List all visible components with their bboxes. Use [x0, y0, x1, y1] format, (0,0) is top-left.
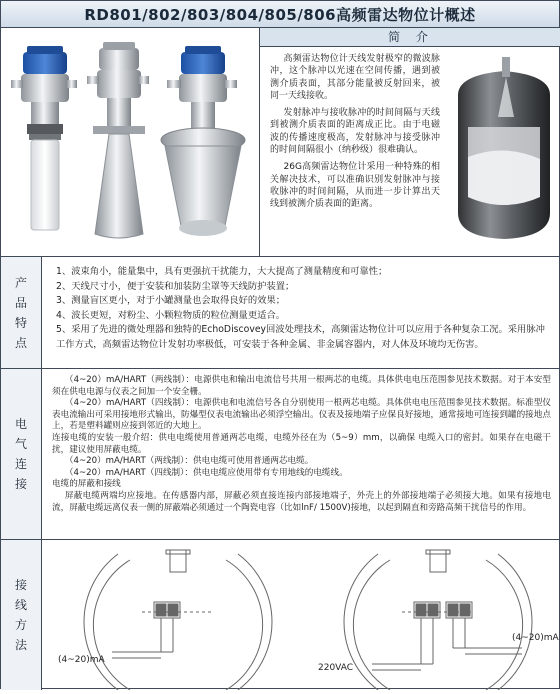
label-char: 接 [14, 578, 27, 592]
product-photos [1, 28, 260, 256]
intro-text [260, 47, 446, 260]
electrical-text [42, 369, 559, 539]
feature-item: 1、波束角小，能量集中，具有更强抗干扰能力，大大提高了测量精度和可靠性； [56, 266, 388, 277]
tank-cutaway-illustration [446, 47, 560, 260]
label-char: 方 [14, 618, 27, 632]
intro-heading: 简 介 [260, 28, 560, 47]
two-wire-diagram [84, 550, 272, 690]
label-char: 点 [14, 335, 27, 350]
electrical-line: 连接电缆的安装一般介绍：供电电缆使用普通两芯电缆，电缆外径在为（5~9）mm，以确保 电缆入口的密封。如果存在电磁干扰，建议使用屏蔽电缆。 [52, 432, 551, 455]
wiring-section [1, 540, 559, 690]
label-char: 电 [14, 417, 27, 431]
label-char: 线 [14, 598, 27, 612]
meter-flange-antenna [161, 46, 245, 236]
feature-item: 2、天线尺寸小，便于安装和加装防尘罩等天线防护装置； [56, 280, 295, 292]
intro-section [1, 28, 559, 257]
intro-paragraph: 发射脉冲与接收脉冲的时间间隔与天线到被测介质表面的距离成正比。由于电磁波的传播速度极高，发射脉冲与接受脉冲的时间间隔很小（纳秒级）很难确认。 [270, 108, 440, 156]
page-title: RD801/802/803/804/805/806高频雷达物位计概述 [1, 1, 559, 28]
right-power-label: 220VAC [318, 663, 354, 673]
label-char: 特 [14, 315, 27, 330]
feature-item: 4、波长更短，对粉尘、小颗粒物质的粒位测量更适合。 [56, 309, 286, 321]
label-char: 连 [14, 457, 27, 471]
label-char: 气 [14, 437, 27, 451]
label-char: 法 [14, 638, 27, 652]
label-char: 产 [14, 275, 27, 290]
electrical-section [1, 369, 559, 540]
electrical-label [1, 369, 42, 539]
electrical-line: 屏蔽电缆两端均应接地。在传感器内部，屏蔽必须直接连接内部接地端子，外壳上的外部接地端子必须接大地。如果有接地电流，屏蔽电缆远离仪表一侧的屏蔽端必须通过一个陶瓷电容（比如lnF/ 1500V)接地，以起到隔直和旁路高频干扰信号的作用。 [52, 490, 551, 513]
features-label [1, 257, 42, 368]
feature-item: 3、测量盲区更小，对于小罐测量也会取得良好的效果； [56, 295, 286, 306]
wiring-diagram-svg [42, 540, 559, 690]
meter-rod-antenna [11, 46, 77, 230]
meter-horn-antenna [87, 42, 149, 238]
label-char: 接 [14, 477, 27, 491]
electrical-line: 电缆的屏蔽和接线 [52, 479, 121, 490]
tank-image [446, 47, 560, 256]
four-wire-diagram [344, 550, 532, 690]
radar-level-meters-illustration [1, 28, 259, 256]
features-list [42, 257, 559, 368]
electrical-line: （4~20）mA/HART（两线制）：电源供电和输出电流信号共用一根两芯的电缆。具体供电电压范围参见技术数据。对于本安型须在供电电源与仪表之间加一个安全栅。 [52, 375, 551, 397]
left-signal-label: (4~20)mA [58, 655, 105, 665]
electrical-line: （4~20）mA/HART（四线制）：电源供电和电流信号各自分别使用一根两芯电缆。具体供电电压范围参见技术数据。标准型仪表电流输出可采用接地形式输出，防爆型仪表电流输出必须浮空输出。仪表及接地端子应保良好接地，通常接地可连接到罐的接地点上，若是塑料罐则应接到邻近的大地上。 [52, 398, 551, 432]
features-section [1, 257, 559, 369]
electrical-line: （4~20）mA/HART（四线制）：供电电缆应使用带有专用地线的电缆线。 [64, 467, 348, 478]
electrical-line: （4~20）mA/HART（两线制）：供电电缆可使用普通两芯电缆。 [64, 456, 314, 467]
intro-paragraph: 26G高频雷达物位计采用一种特殊的相关解决技术，可以准确识别发射脉冲与接收脉冲的时间间隔，从而进一步计算出天线到被测介质表面的距离。 [270, 162, 440, 210]
intro-paragraph: 高频雷达物位计天线发射极窄的微波脉冲，这个脉冲以光速在空间传播，遇到被测介质表面，其部分能量被反射回来，被同一天线接收。 [270, 54, 440, 101]
feature-item: 5、采用了先进的微处理器和独特的EchoDiscovey回波处理技术，高频雷达物位计可以应用于各种复杂工况。采用脉冲工作方式，高频雷达物位计发射功率极低，可安装于各种金属、非金属容器内，对人体及环境均无伤害。 [56, 324, 545, 350]
wiring-diagrams [42, 540, 559, 690]
wiring-label [1, 540, 42, 690]
right-signal-label: (4~20)mA [512, 633, 559, 643]
label-char: 品 [14, 295, 27, 310]
